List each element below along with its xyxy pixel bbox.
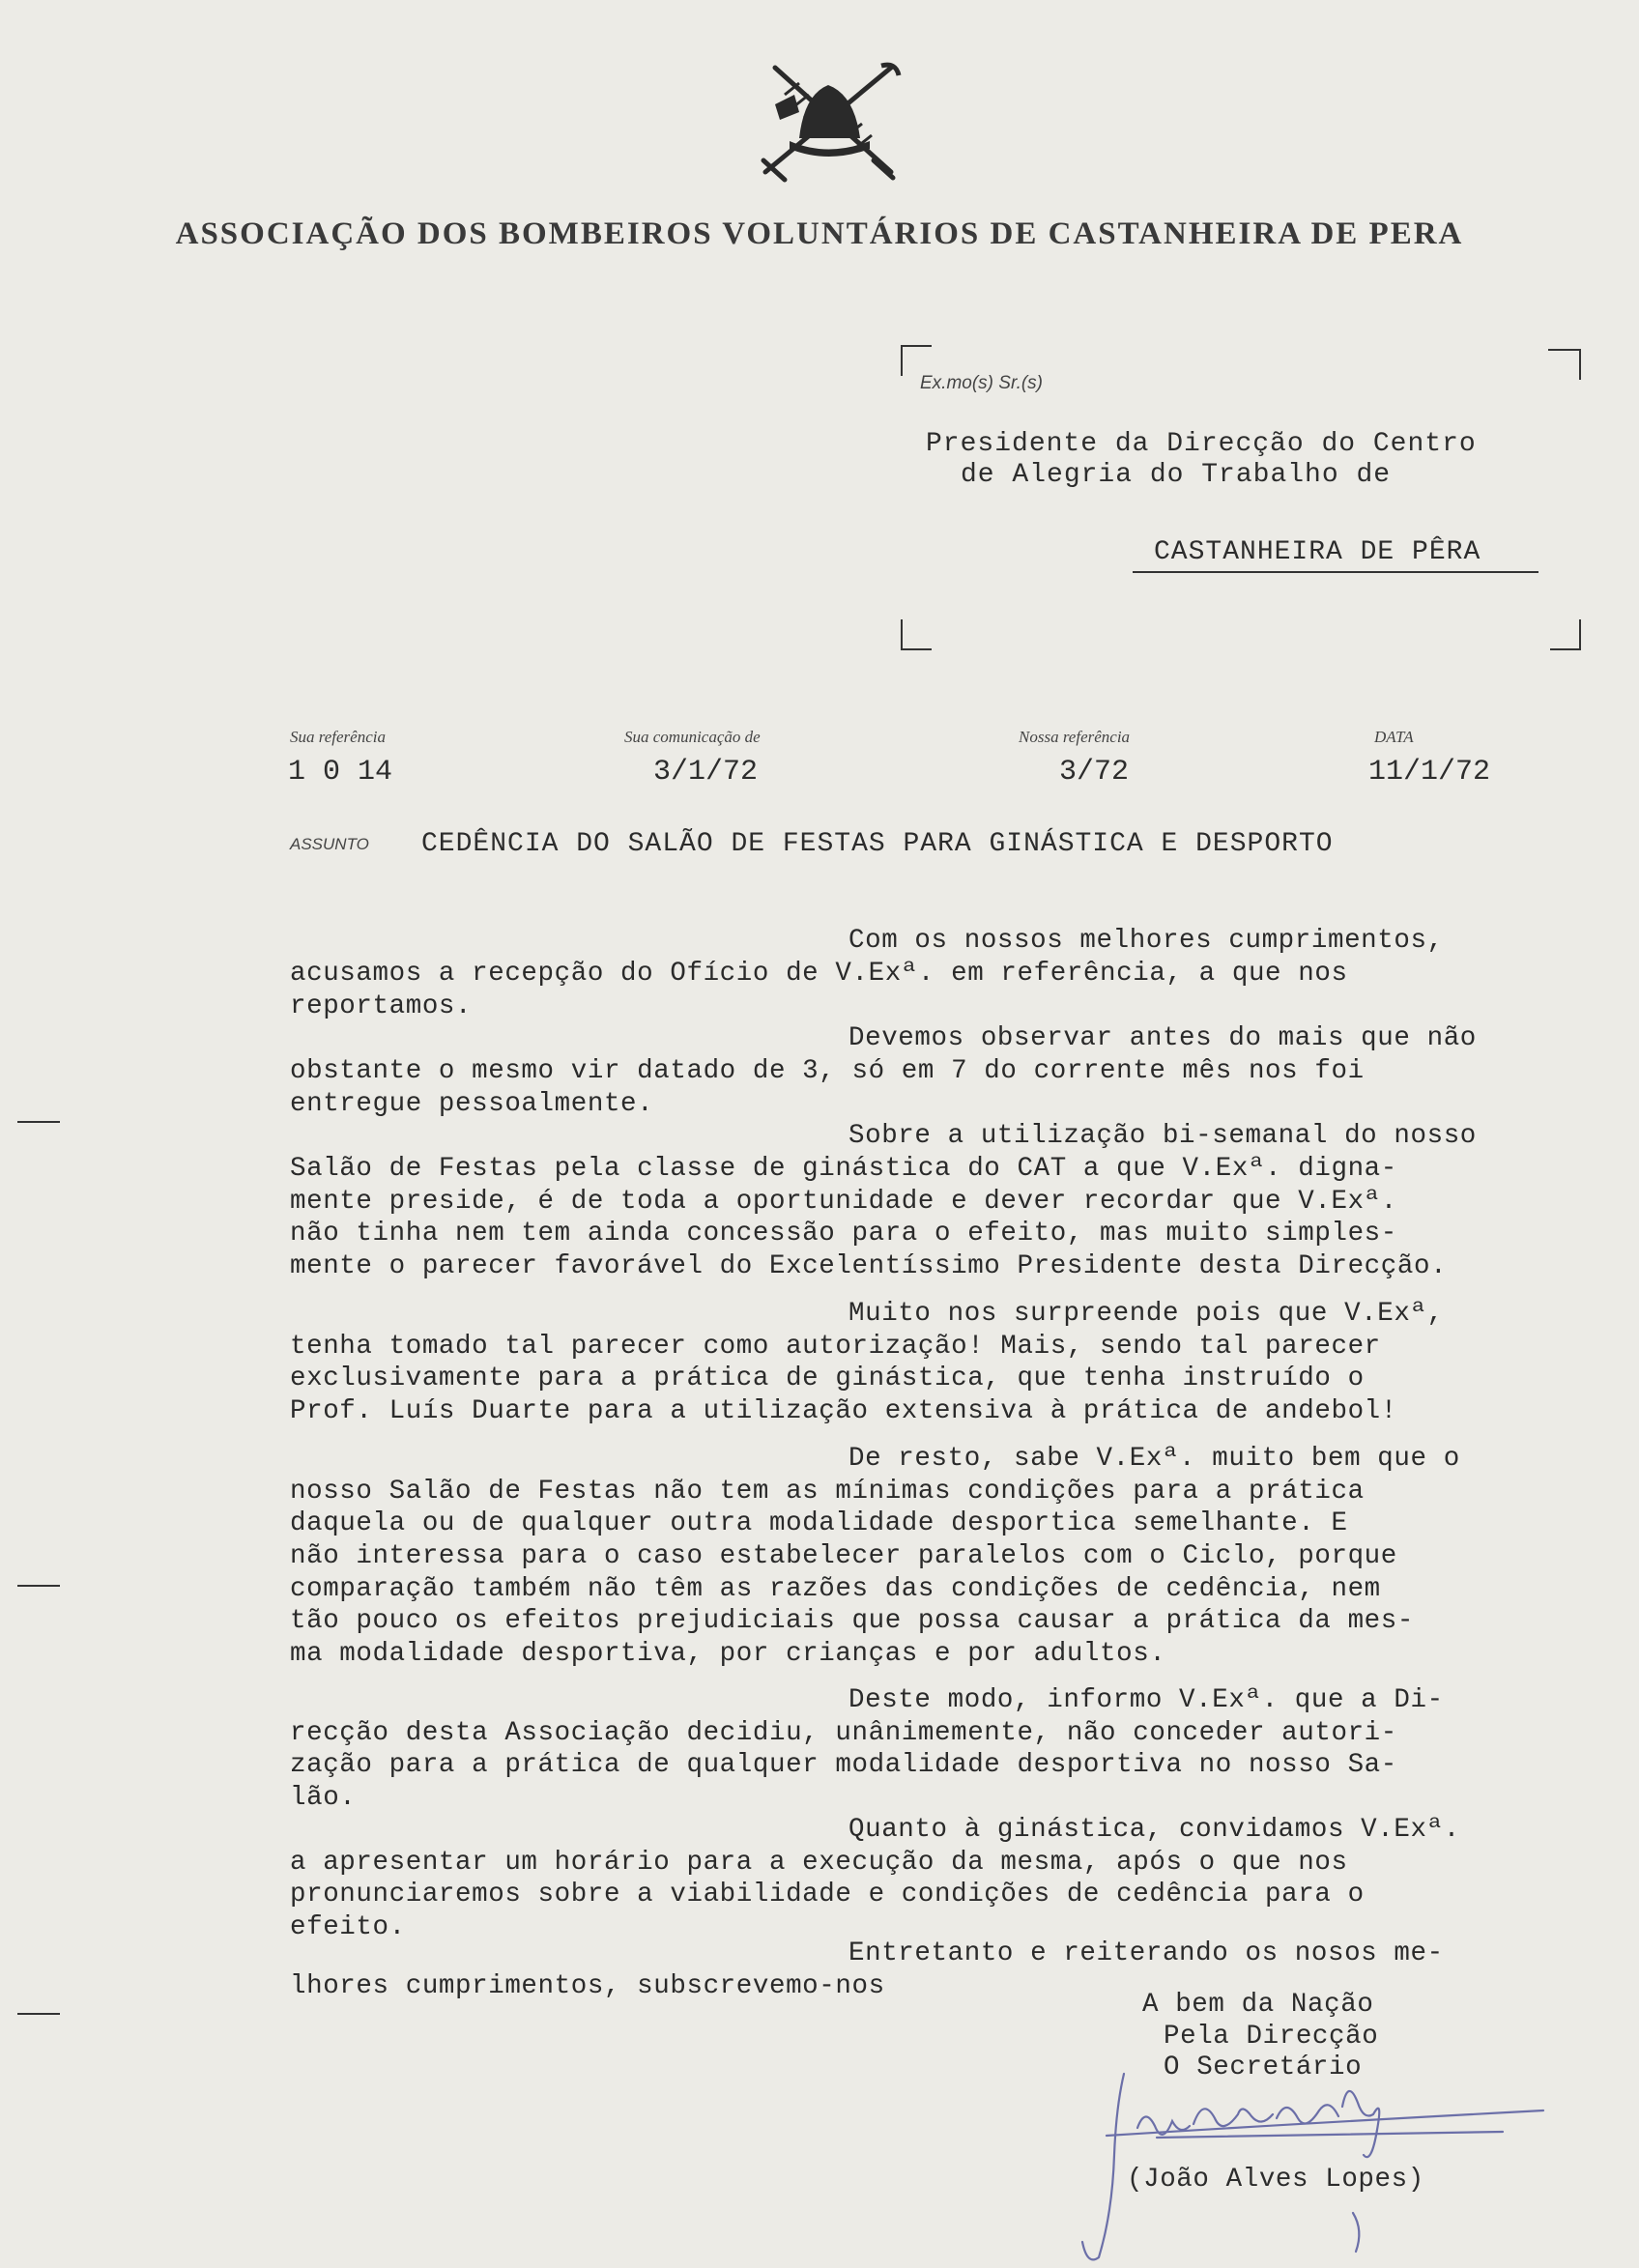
sua-referencia-value: 1 0 14 (288, 756, 393, 789)
address-corner-bottom-left (901, 619, 932, 650)
data-label: DATA (1374, 728, 1414, 746)
sua-referencia-label: Sua referência (290, 728, 386, 746)
body-line: a apresentar um horário para a execução da mesma, após o que nos (290, 1848, 1348, 1878)
body-line: tão pouco os efeitos prejudiciais que possa causar a prática da mes- (290, 1606, 1414, 1636)
organization-name: ASSOCIAÇÃO DOS BOMBEIROS VOLUNTÁRIOS DE CASTANHEIRA DE PERA (175, 216, 1464, 251)
body-line: Sobre a utilização bi-semanal do nosso (848, 1121, 1477, 1151)
body-line: entregue pessoalmente. (290, 1089, 654, 1119)
body-line: Quanto à ginástica, convidamos V.Exª. (848, 1815, 1460, 1845)
recipient-line: de Alegria do Trabalho de (961, 460, 1392, 490)
body-line: não tinha nem tem ainda concessão para o efeito, mas muito simples- (290, 1219, 1397, 1249)
margin-fold-mark (17, 2013, 60, 2015)
body-line: Prof. Luís Duarte para a utilização extensiva à prática de andebol! (290, 1396, 1397, 1426)
body-line: Salão de Festas pela classe de ginástica do CAT a que V.Exª. digna- (290, 1154, 1397, 1184)
body-line: comparação também não têm as razões das condições de cedência, nem (290, 1574, 1381, 1604)
body-line: Devemos observar antes do mais que não (848, 1023, 1477, 1053)
nossa-referencia-value: 3/72 (1059, 756, 1130, 789)
data-value: 11/1/72 (1368, 756, 1491, 789)
subject-label: ASSUNTO (290, 835, 369, 853)
nossa-referencia-label: Nossa referência (1019, 728, 1131, 746)
body-line: lão. (290, 1783, 357, 1813)
body-line: acusamos a recepção do Ofício de V.Exª. em referência, a que nos (290, 959, 1348, 989)
margin-fold-mark (17, 1585, 60, 1587)
recipient-salutation-label: Ex.mo(s) Sr.(s) (920, 373, 1044, 393)
address-corner-top-right (1548, 349, 1581, 380)
body-line: zação para a prática de qualquer modalidade desportiva no nosso Sa- (290, 1750, 1397, 1780)
body-line: obstante o mesmo vir datado de 3, só em 7 do corrente mês nos foi (290, 1056, 1365, 1086)
address-corner-top-left (901, 345, 932, 376)
address-corner-bottom-right (1550, 619, 1581, 650)
body-line: não interessa para o caso estabelecer paralelos com o Ciclo, porque (290, 1541, 1397, 1571)
closing-line: Pela Direcção (1164, 2022, 1379, 2052)
body-line: De resto, sabe V.Exª. muito bem que o (848, 1444, 1460, 1474)
body-line: lhores cumprimentos, subscrevemo-nos (290, 1971, 885, 2001)
subject-value: CEDÊNCIA DO SALÃO DE FESTAS PARA GINÁSTICA E DESPORTO (421, 829, 1334, 859)
recipient-line: Presidente da Direcção do Centro (926, 429, 1477, 459)
signatory-name: (João Alves Lopes) (1127, 2165, 1424, 2195)
body-line: pronunciaremos sobre a viabilidade e condições de cedência para o (290, 1880, 1365, 1909)
body-line: ma modalidade desportiva, por crianças e por adultos. (290, 1639, 1166, 1669)
body-line: Muito nos surpreende pois que V.Exª, (848, 1299, 1444, 1329)
body-line: efeito. (290, 1912, 406, 1942)
body-line: Com os nossos melhores cumprimentos, (848, 926, 1444, 956)
sua-comunicacao-label: Sua comunicação de (624, 728, 761, 746)
body-line: mente o parecer favorável do Excelentíssimo Presidente desta Direcção. (290, 1251, 1448, 1281)
body-line: nosso Salão de Festas não tem as mínimas condições para a prática (290, 1477, 1365, 1507)
body-line: Entretanto e reiterando os nosos me- (848, 1938, 1444, 1968)
closing-line: A bem da Nação (1142, 1990, 1374, 2020)
recipient-city-underline (1133, 571, 1538, 573)
closing-line: O Secretário (1164, 2053, 1363, 2082)
body-line: reportamos. (290, 991, 473, 1021)
body-line: recção desta Associação decidiu, unânimemente, não conceder autori- (290, 1718, 1397, 1748)
body-line: exclusivamente para a prática de ginástica, que tenha instruído o (290, 1364, 1365, 1393)
recipient-city: CASTANHEIRA DE PÊRA (1154, 537, 1481, 567)
body-line: tenha tomado tal parecer como autorização! Mais, sendo tal parecer (290, 1332, 1381, 1362)
body-line: Deste modo, informo V.Exª. que a Di- (848, 1685, 1444, 1715)
sua-comunicacao-value: 3/1/72 (653, 756, 759, 789)
body-line: daquela ou de qualquer outra modalidade desportica semelhante. E (290, 1508, 1348, 1538)
body-line: mente preside, é de toda a oportunidade e dever recordar que V.Exª. (290, 1187, 1397, 1217)
firefighter-emblem-icon (746, 56, 910, 187)
margin-fold-mark (17, 1121, 60, 1123)
